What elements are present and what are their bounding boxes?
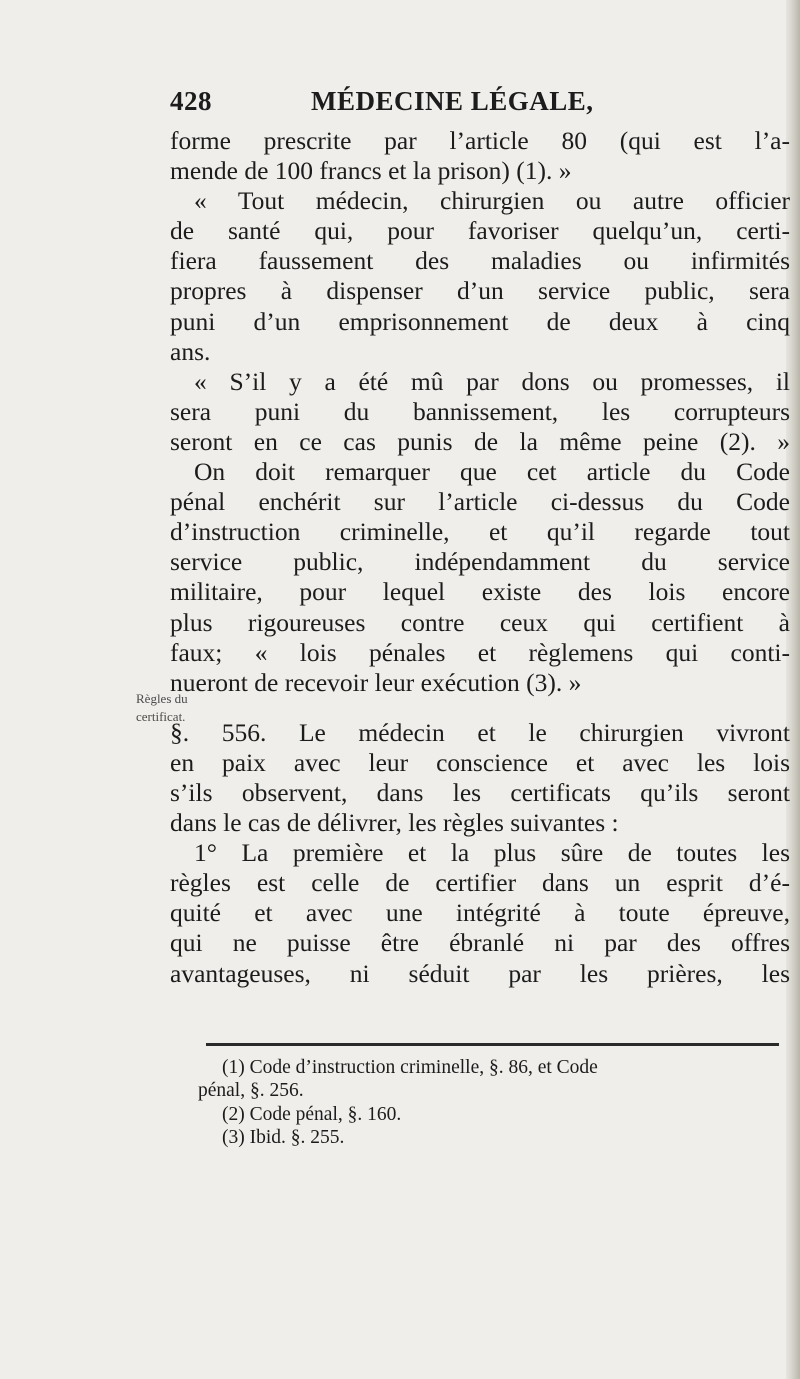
text-line: 1° La première et la plus sûre de toutes les (194, 838, 790, 868)
text-line: de santé qui, pour favoriser quelqu’un, certi- (170, 216, 790, 246)
margin-note-line: Règles du (136, 691, 188, 706)
text-line: en paix avec leur conscience et avec les lois (170, 747, 790, 777)
text-line: qui ne puisse être ébranlé ni par des offres (170, 928, 790, 958)
footnote-line: (2) Code pénal, §. 160. (222, 1103, 402, 1125)
page-number: 428 (170, 86, 212, 116)
text-line: faux; « lois pénales et règlemens qui conti- (170, 637, 790, 667)
footnote-divider (206, 1043, 779, 1046)
text-line: « S’il y a été mû par dons ou promesses, il (194, 366, 790, 396)
text-line: puni d’un emprisonnement de deux à cinq (170, 306, 790, 336)
text-line: fiera faussement des maladies ou infirmités (170, 246, 790, 276)
running-title: MÉDECINE LÉGALE, (311, 86, 594, 116)
text-line: forme prescrite par l’article 80 (qui est l’a- (170, 126, 790, 155)
text-line: service public, indépendamment du service (170, 547, 790, 577)
text-line: sera puni du bannissement, les corrupteurs (170, 396, 790, 426)
text-line: nueront de recevoir leur exécution (3). » (170, 667, 582, 697)
text-line: seront en ce cas punis de la même peine (2). » (170, 426, 790, 456)
body-text (170, 126, 790, 989)
text-line: pénal enchérit sur l’article ci-dessus du Code (170, 487, 790, 517)
text-line: avantageuses, ni séduit par les prières, les (170, 958, 790, 988)
text-line: d’instruction criminelle, et qu’il regarde tout (170, 517, 790, 547)
margin-note-line: certificat. (136, 709, 186, 724)
text-line: s’ils observent, dans les certificats qu’ils seront (170, 777, 790, 807)
text-line: dans le cas de délivrer, les règles suivantes : (170, 808, 619, 838)
text-line: ans. (170, 336, 211, 366)
section-heading-line: §. 556. Le médecin et le chirurgien vivront (170, 717, 790, 747)
footnote-line: pénal, §. 256. (198, 1080, 304, 1102)
text-line: règles est celle de certifier dans un esprit d’é- (170, 868, 790, 898)
text-line: quité et avec une intégrité à toute épreuve, (170, 898, 790, 928)
text-line: propres à dispenser d’un service public, sera (170, 276, 790, 306)
text-line: On doit remarquer que cet article du Code (194, 457, 790, 487)
text-line: militaire, pour lequel existe des lois encore (170, 577, 790, 607)
text-line: mende de 100 francs et la prison) (1). » (170, 156, 572, 186)
text-line: plus rigoureuses contre ceux qui certifient à (170, 607, 790, 637)
footnote-line: (1) Code d’instruction criminelle, §. 86, et Code (222, 1057, 598, 1078)
footnote-line: (3) Ibid. §. 255. (222, 1127, 345, 1149)
text-line: « Tout médecin, chirurgien ou autre officier (194, 186, 790, 216)
footnotes (198, 1056, 784, 1150)
